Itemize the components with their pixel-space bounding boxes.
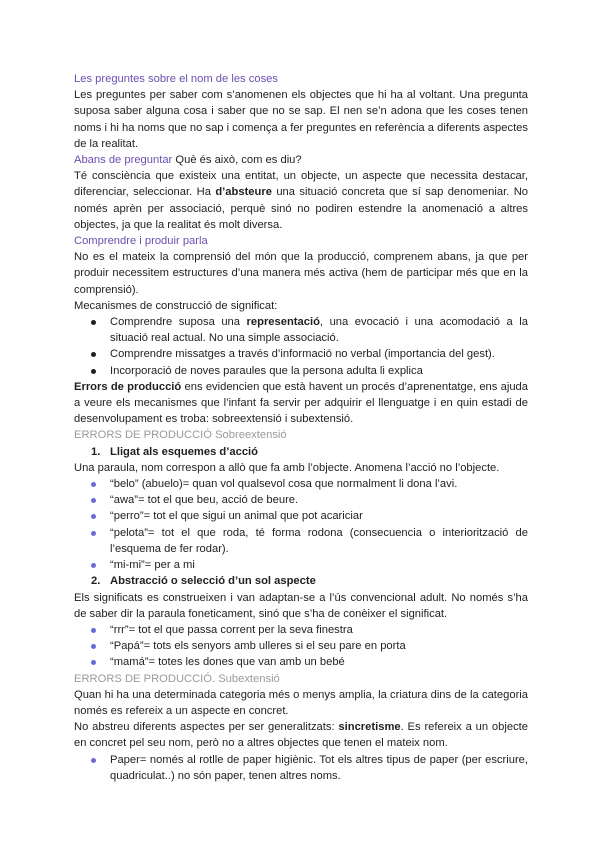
- paragraph: Quan hi ha una determinada categoria més o menys amplia, la criatura dins de la categoria només es refereix a un aspecte en concret.: [74, 688, 528, 717]
- paragraph: No abstreu diferents aspectes per ser generalitzats: sincretisme. Es refereix a un objecte en concret pel seu nom, però no a altres objectes que tenen el mateix nom.: [74, 721, 528, 750]
- paragraph: No es el mateix la comprensió del món que la producció, comprenem abans, ja que per produir necessitem estructures d’una manera més activa (hem de participar més que en la comprensió).: [74, 251, 528, 296]
- section-heading: Comprendre i produir parla: [74, 235, 208, 248]
- paragraph: Errors de producció ens evidencien que està havent un procés d’aprenentatge, ens ajuda a veure els mecanismes que l’infant fa servir per adquirir el llenguatge i en quin estadi de desenvolupament es troba: sobreextensió i subextensió.: [74, 380, 529, 426]
- bold-term: sincretisme: [338, 721, 401, 734]
- paragraph: Els significats es construeixen i van adaptan-se a l’ús convencional adult. No només s’ha de saber dir la paraula foneticament, sinó que s’ha de conèixer el significat.: [74, 591, 528, 620]
- section-heading-line: [74, 152, 528, 168]
- list-item: Paper= només al rotlle de paper higiènic. Tot els altres tipus de paper (per escriure, quadriculat..) no són paper, tenen altres noms.: [74, 752, 528, 784]
- section-heading: Abans de preguntar: [74, 154, 173, 167]
- list-item: Comprendre missatges a través d’informació no verbal (importancia del gest).: [74, 346, 528, 362]
- section-heading: Les preguntes sobre el nom de les coses: [74, 73, 278, 85]
- document-body: [74, 71, 528, 784]
- bold-term: d’absteure: [215, 186, 272, 199]
- list-item: “belo” (abuelo)= quan vol qualsevol cosa que normalment li dona l’avi.: [74, 476, 528, 492]
- item-number: 2.: [91, 575, 101, 588]
- bullet-list: [74, 622, 528, 671]
- numbered-list: [74, 444, 528, 460]
- list-item: “perro”= tot el que sigui un animal que pot acariciar: [74, 508, 528, 524]
- bullet-list: [74, 752, 528, 784]
- list-item: “mi-mi”= per a mi: [74, 557, 528, 573]
- section-heading: ERRORS DE PRODUCCIÓ Sobreextensió: [74, 429, 287, 442]
- list-item: “mamá”= totes les dones que van amb un bebé: [74, 654, 528, 670]
- heading-question: Què és això, com es diu?: [172, 154, 302, 167]
- list-item: “rrr”= tot el que passa corrent per la seva finestra: [74, 622, 528, 638]
- paragraph: Una paraula, nom correspon a allò que fa amb l’objecte. Anomena l’acció no l’objecte.: [74, 461, 500, 474]
- paragraph: Té consciència que existeix una entitat, un objecte, un aspecte que necessita destacar, diferenciar, seleccionar. Ha d’absteure una situació concreta que sí sap denomeniar. No només aprèn per associació, perquè sinó no podiren estendre la anomenació a altres objectes, ja que la realitat és molt diversa.: [74, 170, 528, 231]
- list-item: “Papá”= tots els senyors amb ulleres si el seu pare en porta: [74, 638, 528, 654]
- paragraph: Mecanismes de construcció de significat:: [74, 299, 278, 312]
- item-number: 1.: [91, 445, 101, 458]
- list-item: Comprendre suposa una representació, una evocació i una acomodació a la situació real actual. No una simple associació.: [74, 314, 528, 346]
- numbered-item: 2. Abstracció o selecció d’un sol aspecte: [74, 573, 528, 589]
- list-item: “awa”= tot el que beu, acció de beure.: [74, 492, 528, 508]
- list-item: “pelota”= tot el que roda, té forma rodona (consecuencia o interiorització de l’esquema de fer rodar).: [74, 525, 528, 557]
- bold-term: Errors de producció: [74, 380, 182, 393]
- bold-term: representació: [246, 316, 320, 329]
- bullet-list: [74, 314, 528, 379]
- paragraph: Les preguntes per saber com s’anomenen els objectes que hi ha al voltant. Una pregunta suposa saber alguna cosa i saber que no se sap. El nen se’n adona que les coses tenen noms i hi ha noms que no sap i comença a fer preguntes en referència a diferents aspectes de la realitat.: [74, 89, 528, 150]
- section-heading: ERRORS DE PRODUCCIÓ. Subextensió: [74, 672, 280, 685]
- bullet-list: [74, 476, 528, 573]
- numbered-list: [74, 573, 528, 589]
- numbered-item: 1. Lligat als esquemes d’acció: [74, 444, 528, 460]
- list-item: Incorporació de noves paraules que la persona adulta li explica: [74, 363, 528, 379]
